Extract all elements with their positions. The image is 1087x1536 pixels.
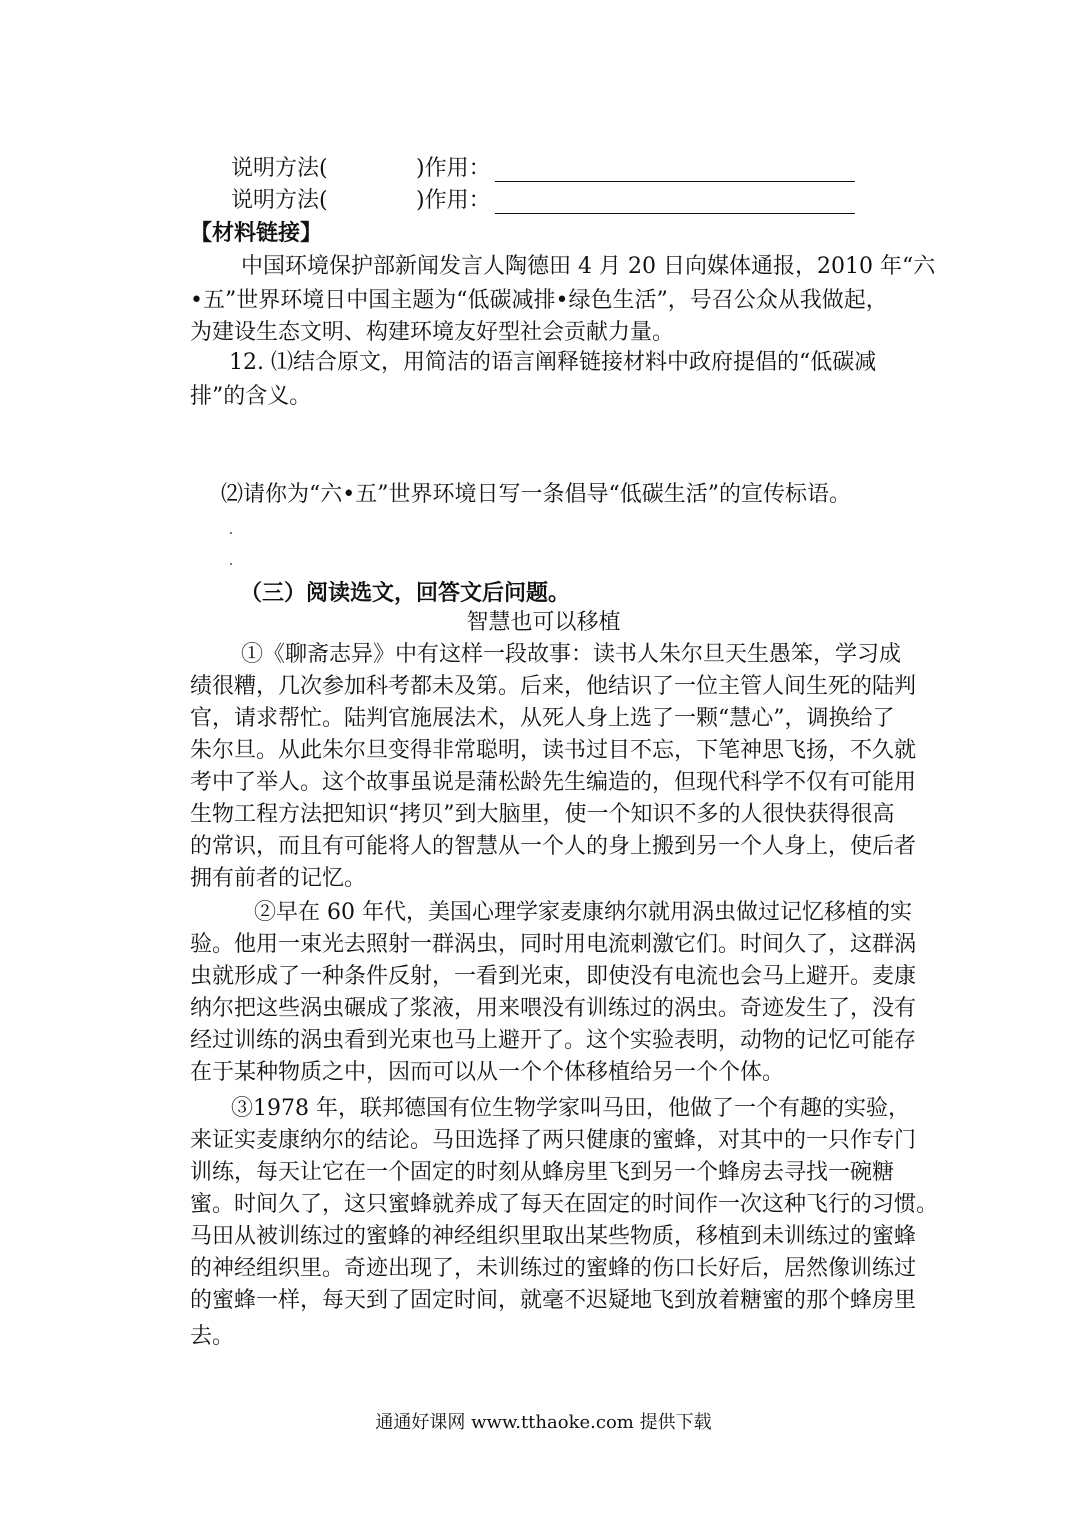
page-footer: 通通好课网 www.tthaoke.com 提供下载 [375,1412,712,1433]
paragraph-line: 经过训练的涡虫看到光束也马上避开了。这个实验表明，动物的记忆可能存 [190,1028,917,1053]
paragraph-line: ③1978 年，联邦德国有位生物学家叫马田，他做了一个有趣的实验， [231,1096,910,1121]
paragraph-line: 蜜。时间久了，这只蜜蜂就养成了每天在固定的时间作一次这种飞行的习惯。 [190,1192,939,1217]
paragraph-line: 朱尔旦。从此朱尔旦变得非常聪明，读书过目不忘，下笔神思飞扬，不久就 [190,738,917,763]
question-12-part1: 12. ⑴结合原文，用简洁的语言阐释链接材料中政府提倡的“低碳减 [229,350,877,375]
paragraph-line: 去。 [190,1324,235,1349]
method-effect-label: )作用： [416,156,491,181]
paragraph-line: 的神经组织里。奇迹出现了，未训练过的蜜蜂的伤口长好后，居然像训练过 [190,1256,917,1281]
question-12-part2: ⑵请你为“六•五”世界环境日写一条倡导“低碳生活”的宣传标语。 [221,482,851,507]
method-effect-label: )作用： [416,188,491,213]
paragraph-line: 训练，每天让它在一个固定的时刻从蜂房里飞到另一个蜂房去寻找一碗糖 [190,1160,895,1185]
section-heading: （三）阅读选文，回答文后问题。 [240,580,571,606]
paragraph-line: 纳尔把这些涡虫碾成了浆液，用来喂没有训练过的涡虫。奇迹发生了，没有 [190,996,917,1021]
paragraph-line: 来证实麦康纳尔的结论。马田选择了两只健康的蜜蜂，对其中的一只作专门 [190,1128,917,1153]
scan-speck [230,532,232,534]
material-line: 中国环境保护部新闻发言人陶德田 4 月 20 日向媒体通报，2010 年“六 [241,254,936,279]
article-title: 智慧也可以移植 [466,610,621,635]
paragraph-line: 生物工程方法把知识“拷贝”到大脑里，使一个知识不多的人很快获得很高 [190,802,895,827]
paragraph-line: 虫就形成了一种条件反射，一看到光束，即使没有电流也会马上避开。麦康 [190,964,917,989]
scan-speck [230,563,232,565]
paragraph-line: 验。他用一束光去照射一群涡虫，同时用电流刺激它们。时间久了，这群涡 [190,932,917,957]
paragraph-line: ①《聊斋志异》中有这样一段故事：读书人朱尔旦天生愚笨，学习成 [241,642,902,667]
material-line: •五”世界环境日中国主题为“低碳减排•绿色生活”，号召公众从我做起， [190,288,888,313]
paragraph-line: 马田从被训练过的蜜蜂的神经组织里取出某些物质，移植到未训练过的蜜蜂 [190,1224,917,1249]
paragraph-line: 的常识，而且有可能将人的智慧从一个人的身上搬到另一个人身上，使后者 [190,834,917,859]
paragraph-line: ②早在 60 年代，美国心理学家麦康纳尔就用涡虫做过记忆移植的实 [254,900,912,925]
paragraph-line: 的蜜蜂一样，每天到了固定时间，就毫不迟疑地飞到放着糖蜜的那个蜂房里 [190,1288,917,1313]
paragraph-line: 在于某种物质之中，因而可以从一个个体移植给另一个个体。 [190,1060,785,1085]
method-label: 说明方法( [231,156,328,181]
paragraph-line: 官，请求帮忙。陆判官施展法术，从死人身上选了一颗“慧心”，调换给了 [190,706,895,731]
material-line: 为建设生态文明、构建环境友好型社会贡献力量。 [190,320,675,345]
method-label: 说明方法( [231,188,328,213]
paragraph-line: 考中了举人。这个故事虽说是蒲松龄先生编造的，但现代科学不仅有可能用 [190,770,917,795]
answer-blank[interactable] [495,181,855,182]
question-12-part1: 排”的含义。 [190,384,312,409]
answer-blank[interactable] [495,213,855,214]
material-heading: 【材料链接】 [190,220,323,246]
paragraph-line: 拥有前者的记忆。 [190,866,367,891]
paragraph-line: 绩很糟，几次参加科考都未及第。后来，他结识了一位主管人间生死的陆判 [190,674,917,699]
